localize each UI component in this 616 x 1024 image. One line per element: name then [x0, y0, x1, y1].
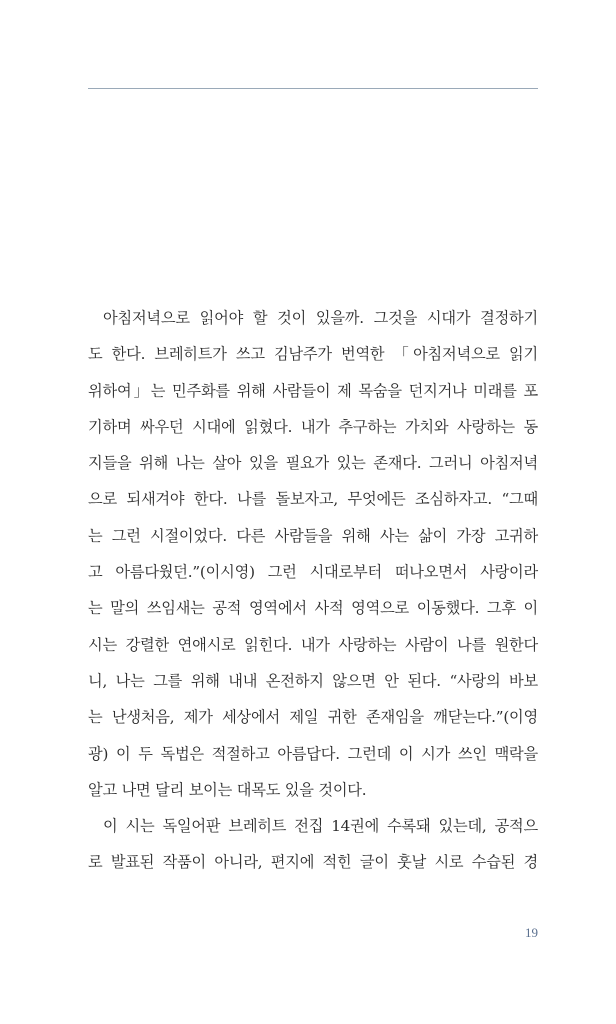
text-line: 고 아름다웠던.”(이시영) 그런 시대로부터 떠나오면서 사랑이라 [88, 563, 538, 582]
page-number: 19 [525, 925, 538, 940]
text-line: 는 그런 시절이었다. 다른 사람들을 위해 사는 삶이 가장 고귀하 [88, 526, 538, 545]
text-line: 광) 이 두 독법은 적절하고 아름답다. 그런데 이 시가 쓰인 맥락을 [88, 744, 538, 763]
text-line: 도 한다. 브레히트가 쓰고 김남주가 번역한 「아침저녁으로 읽기 [88, 345, 538, 364]
text-line: 으로 되새겨야 한다. 나를 돌보자고, 무엇에든 조심하자고. “그때 [88, 490, 538, 509]
text-line: 기하며 싸우던 시대에 읽혔다. 내가 추구하는 가치와 사랑하는 동 [88, 417, 538, 436]
body-text [88, 300, 538, 881]
text-line: 알고 나면 달리 보이는 대목도 있을 것이다. [88, 780, 367, 799]
text-line: 아침저녁으로 읽어야 할 것이 있을까. 그것을 시대가 결정하기 [103, 309, 538, 327]
text-line: 지들을 위해 나는 살아 있을 필요가 있는 존재다. 그러니 아침저녁 [88, 454, 538, 473]
text-line: 니, 나는 그를 위해 내내 온전하지 않으면 안 된다. “사랑의 바보 [88, 671, 538, 690]
text-line: 이 시는 독일어판 브레히트 전집 14권에 수록돼 있는데, 공적으 [103, 817, 538, 836]
text-line: 는 난생처음, 제가 세상에서 제일 귀한 존재임을 깨닫는다.”(이영 [88, 708, 538, 727]
text-line: 위하여」는 민주화를 위해 사람들이 제 목숨을 던지거나 미래를 포 [88, 381, 538, 400]
text-line: 시는 강렬한 연애시로 읽힌다. 내가 사랑하는 사람이 나를 원한다 [88, 635, 538, 654]
text-line: 로 발표된 작품이 아니라, 편지에 적힌 글이 훗날 시로 수습된 경 [88, 853, 538, 872]
text-line: 는 말의 쓰임새는 공적 영역에서 사적 영역으로 이동했다. 그후 이 [88, 599, 538, 618]
header-rule [88, 88, 538, 89]
